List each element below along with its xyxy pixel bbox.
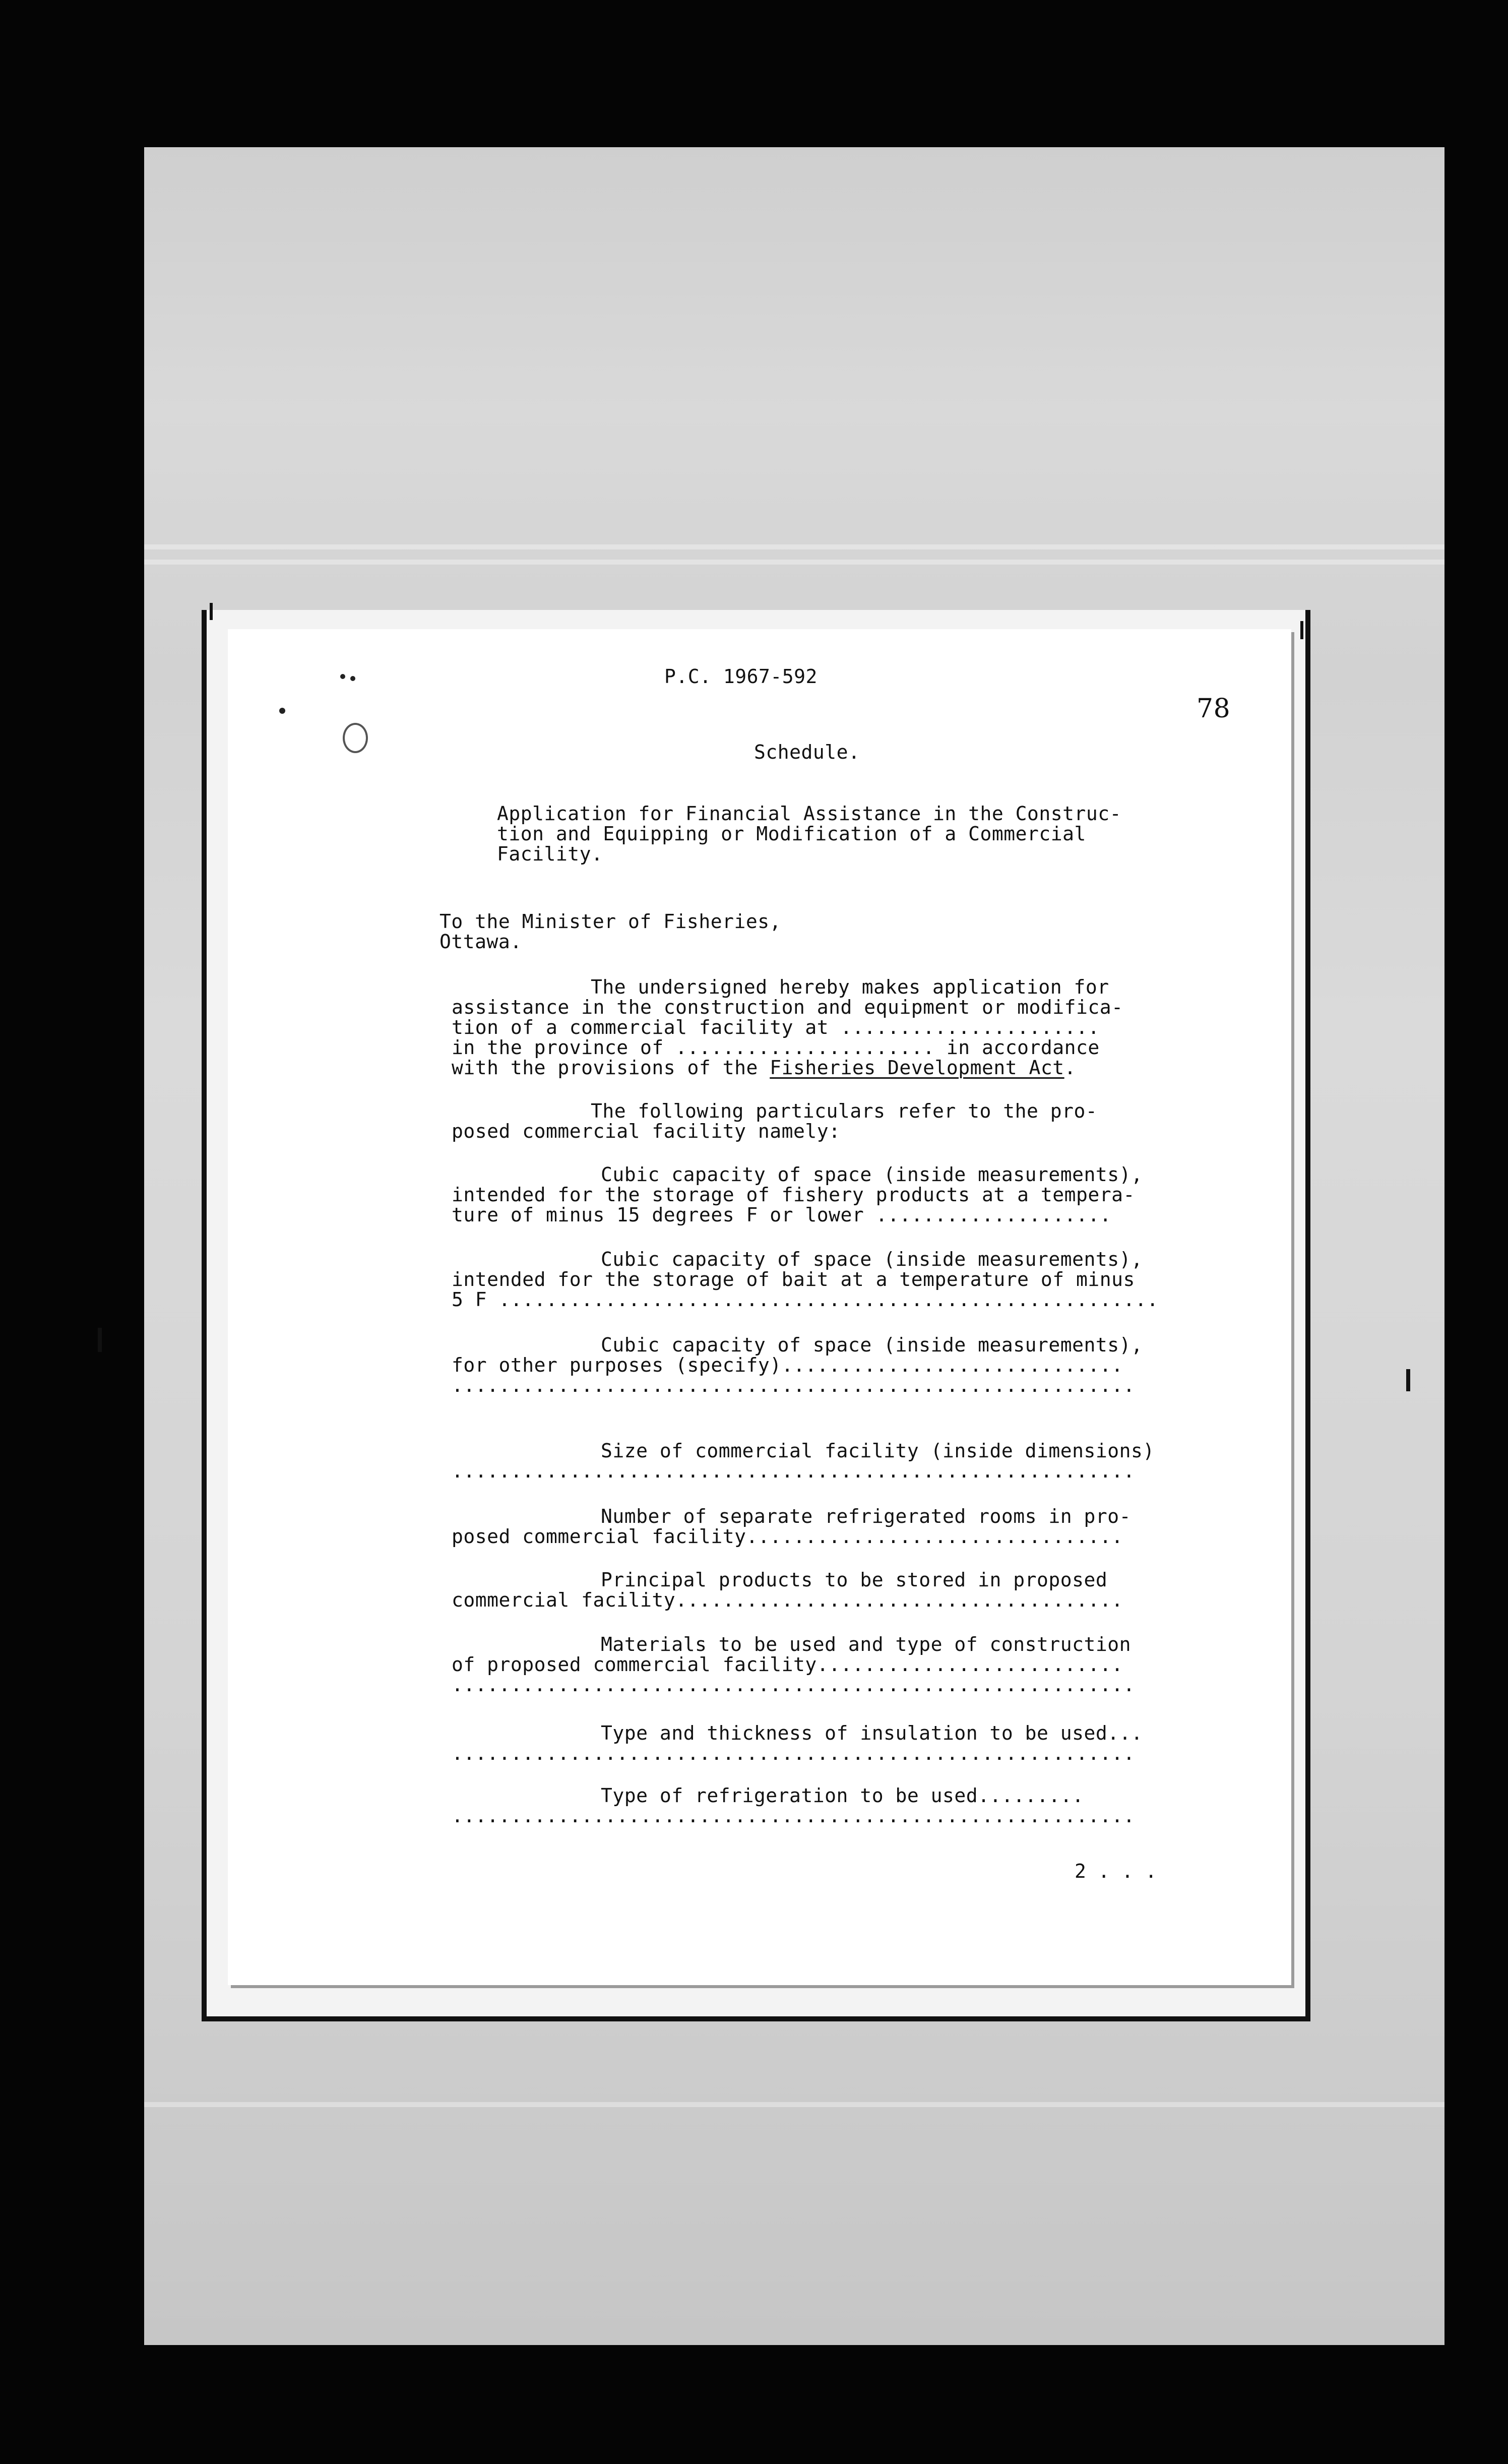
item-line: Cubic capacity of space (inside measurements), xyxy=(601,1334,1143,1356)
item-line: for other purposes (specify)............................. xyxy=(452,1354,1123,1376)
film-mark xyxy=(98,1328,102,1352)
intro-line: in the province of ...................... in accordance xyxy=(452,1036,1100,1059)
intro-line: The undersigned hereby makes application for xyxy=(591,976,1109,998)
item-line: .......................................................... xyxy=(452,1742,1135,1764)
addressee-line: Ottawa. xyxy=(439,931,522,953)
item-line: Cubic capacity of space (inside measurements), xyxy=(601,1248,1143,1270)
schedule-title: Schedule. xyxy=(754,741,860,763)
item-line: commercial facility...................................... xyxy=(452,1589,1123,1611)
item-line: Materials to be used and type of construction xyxy=(601,1633,1132,1655)
item-line: Type and thickness of insulation to be used... xyxy=(601,1722,1143,1744)
title-line: tion and Equipping or Modification of a Commercial xyxy=(497,823,1086,845)
item-line: 5 F ........................................................ xyxy=(452,1288,1159,1311)
punch-hole-icon xyxy=(343,723,368,753)
film-scratch xyxy=(144,544,1444,549)
addressee-line: To the Minister of Fisheries, xyxy=(439,910,781,933)
item-line: ture of minus 15 degrees F or lower .................... xyxy=(452,1204,1112,1226)
film-scratch xyxy=(144,560,1444,565)
item-line: intended for the storage of fishery products at a tempera- xyxy=(452,1184,1135,1206)
item-line: .......................................................... xyxy=(452,1374,1135,1396)
page-continuation: 2 . . . xyxy=(1075,1860,1157,1882)
item-line: .......................................................... xyxy=(452,1460,1135,1482)
intro-line: tion of a commercial facility at ...................... xyxy=(452,1016,1100,1038)
particulars-line: The following particulars refer to the pro- xyxy=(591,1100,1098,1122)
item-line: Type of refrigeration to be used......... xyxy=(601,1784,1084,1807)
intro-line xyxy=(452,1058,1076,1078)
title-line: Application for Financial Assistance in the Construc- xyxy=(497,803,1122,825)
document-page xyxy=(228,629,1291,1985)
order-number: P.C. 1967-592 xyxy=(664,665,818,688)
item-line: posed commercial facility................................ xyxy=(452,1525,1123,1548)
item-line: .......................................................... xyxy=(452,1674,1135,1696)
act-name: Fisheries Development Act xyxy=(770,1057,1064,1079)
item-line: of proposed commercial facility.......................... xyxy=(452,1653,1123,1676)
item-line: intended for the storage of bait at a temperature of minus xyxy=(452,1268,1135,1290)
intro-line: assistance in the construction and equipment or modifica- xyxy=(452,996,1123,1018)
item-line: Size of commercial facility (inside dimensions) xyxy=(601,1440,1155,1462)
item-line: Principal products to be stored in proposed xyxy=(601,1569,1108,1591)
item-line: Cubic capacity of space (inside measurements), xyxy=(601,1163,1143,1186)
item-line: .......................................................... xyxy=(452,1805,1135,1827)
intro-text: with the provisions of the xyxy=(452,1057,770,1079)
particulars-line: posed commercial facility namely: xyxy=(452,1120,841,1142)
title-line: Facility. xyxy=(497,843,603,865)
intro-text: . xyxy=(1064,1057,1077,1079)
item-line: Number of separate refrigerated rooms in pro- xyxy=(601,1505,1132,1527)
film-scratch xyxy=(144,2102,1444,2107)
folio-number: 78 xyxy=(1197,694,1231,724)
